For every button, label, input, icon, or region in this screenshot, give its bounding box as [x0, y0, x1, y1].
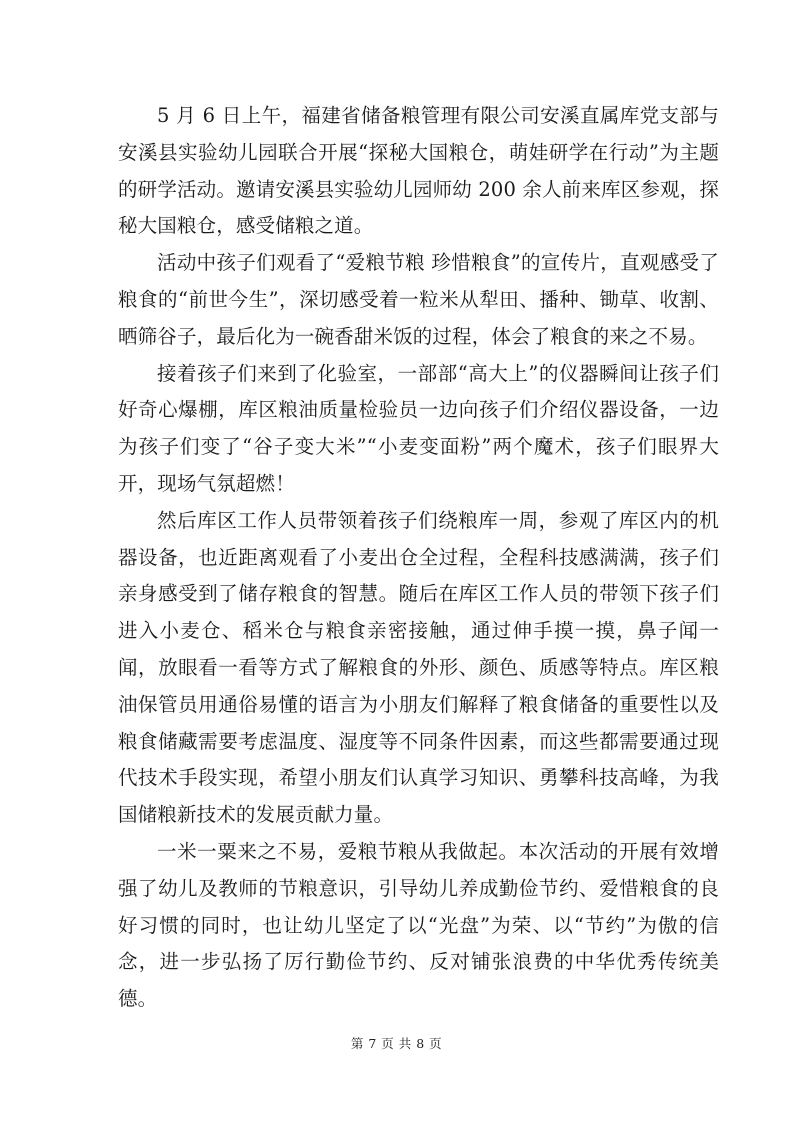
paragraph-1: 5 月 6 日上午，福建省储备粮管理有限公司安溪直属库党支部与安溪县实验幼儿园联合开展“探秘大国粮仓，萌娃研学在行动”为主题的研学活动。邀请安溪县实验幼儿园师幼 200 余人前来库区参观，探秘大国粮仓，感受储粮之道。	[118, 104, 719, 238]
paragraph-2: 活动中孩子们观看了“爱粮节粮 珍惜粮食”的宣传片，直观感受了粮食的“前世今生”，深切感受着一粒米从犁田、播种、锄草、收割、晒筛谷子，最后化为一碗香甜米饭的过程，体会了粮食的来之不易。	[118, 251, 719, 348]
paragraph-3: 接着孩子们来到了化验室，一部部“高大上”的仪器瞬间让孩子们好奇心爆棚，库区粮油质量检验员一边向孩子们介绍仪器设备，一边为孩子们变了“谷子变大米”“小麦变面粉”两个魔术，孩子们眼界大开，现场气氛超燃！	[118, 361, 719, 495]
paragraph-4: 然后库区工作人员带领着孩子们绕粮库一周，参观了库区内的机器设备，也近距离观看了小麦出仓全过程，全程科技感满满，孩子们亲身感受到了储存粮食的智慧。随后在库区工作人员的带领下孩子们进入小麦仓、稻米仓与粮食亲密接触，通过伸手摸一摸，鼻子闻一闻，放眼看一看等方式了解粮食的外形、颜色、质感等特点。库区粮油保管员用通俗易懂的语言为小朋友们解释了粮食储备的重要性以及粮食储藏需要考虑温度、湿度等不同条件因素，而这些都需要通过现代技术手段实现，希望小朋友们认真学习知识、勇攀科技高峰，为我国储粮新技术的发展贡献力量。	[118, 508, 719, 827]
page-number-footer: 第 7 页 共 8 页	[350, 1036, 443, 1051]
article-body	[118, 98, 719, 1018]
paragraph-5: 一米一粟来之不易，爱粮节粮从我做起。本次活动的开展有效增强了幼儿及教师的节粮意识，引导幼儿养成勤俭节约、爱惜粮食的良好习惯的同时，也让幼儿坚定了以“光盘”为荣、以“节约”为傲的信念，进一步弘扬了厉行勤俭节约、反对铺张浪费的中华优秀传统美德。	[118, 839, 719, 1011]
